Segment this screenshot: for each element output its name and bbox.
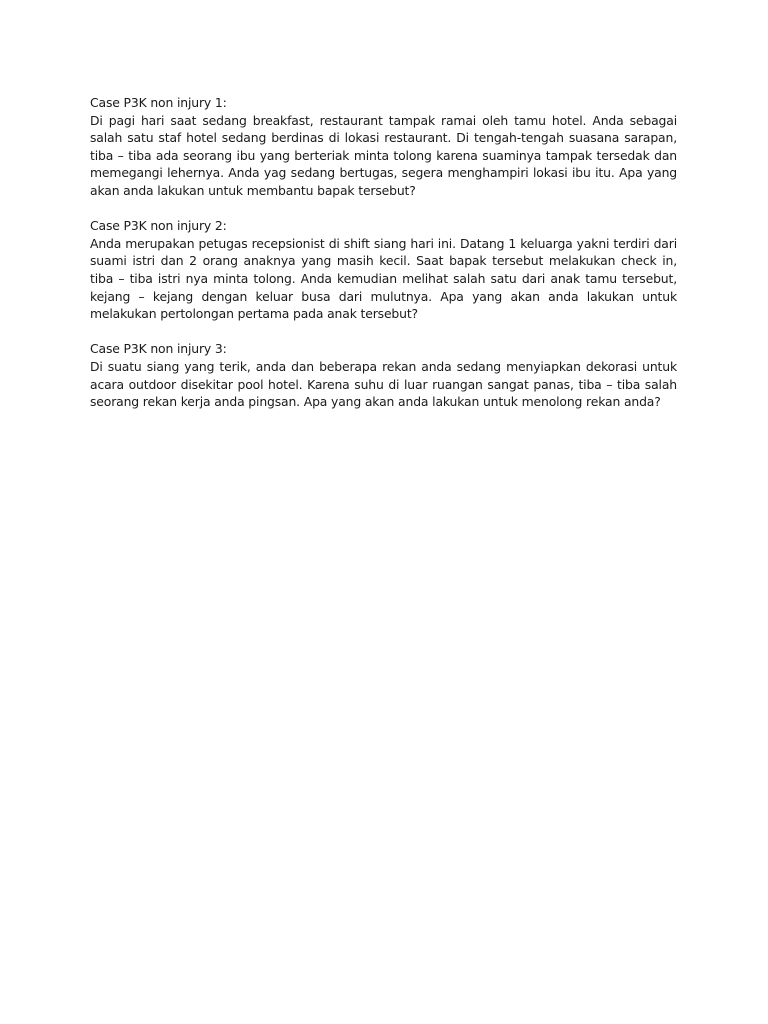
case-body: Anda merupakan petugas recepsionist di shift siang hari ini. Datang 1 keluarga yakni terdiri dari suami istri dan 2 orang anaknya yang masih kecil. Saat bapak tersebut melakukan check in, tiba – tiba istri nya minta tolong. Anda kemudian melihat salah satu dari anak tamu tersebut, kejang – kejang dengan keluar busa dari mulutnya. Apa yang akan anda lakukan untuk melakukan pertolongan pertama pada anak tersebut? — [90, 235, 677, 322]
document-page — [90, 94, 677, 428]
case-title: Case P3K non injury 3: — [90, 341, 227, 357]
case-body: Di pagi hari saat sedang breakfast, restaurant tampak ramai oleh tamu hotel. Anda sebagai salah satu staf hotel sedang berdinas di lokasi restaurant. Di tengah-tengah suasana sarapan, tiba – tiba ada seorang ibu yang berteriak minta tolong karena suaminya tampak tersedak dan memegangi lehernya. Anda yag sedang bertugas, segera menghampiri lokasi ibu itu. Apa yang akan anda lakukan untuk membantu bapak tersebut? — [90, 112, 677, 198]
case-title: Case P3K non injury 1: — [90, 95, 227, 110]
case-title: Case P3K non injury 2: — [90, 218, 227, 234]
case-2 — [90, 217, 677, 323]
case-1 — [90, 94, 677, 200]
case-body: Di suatu siang yang terik, anda dan beberapa rekan anda sedang menyiapkan dekorasi untuk acara outdoor disekitar pool hotel. Karena suhu di luar ruangan sangat panas, tiba – tiba salah seorang rekan kerja anda pingsan. Apa yang akan anda lakukan untuk menolong rekan anda? — [90, 358, 677, 410]
case-3 — [90, 340, 677, 410]
